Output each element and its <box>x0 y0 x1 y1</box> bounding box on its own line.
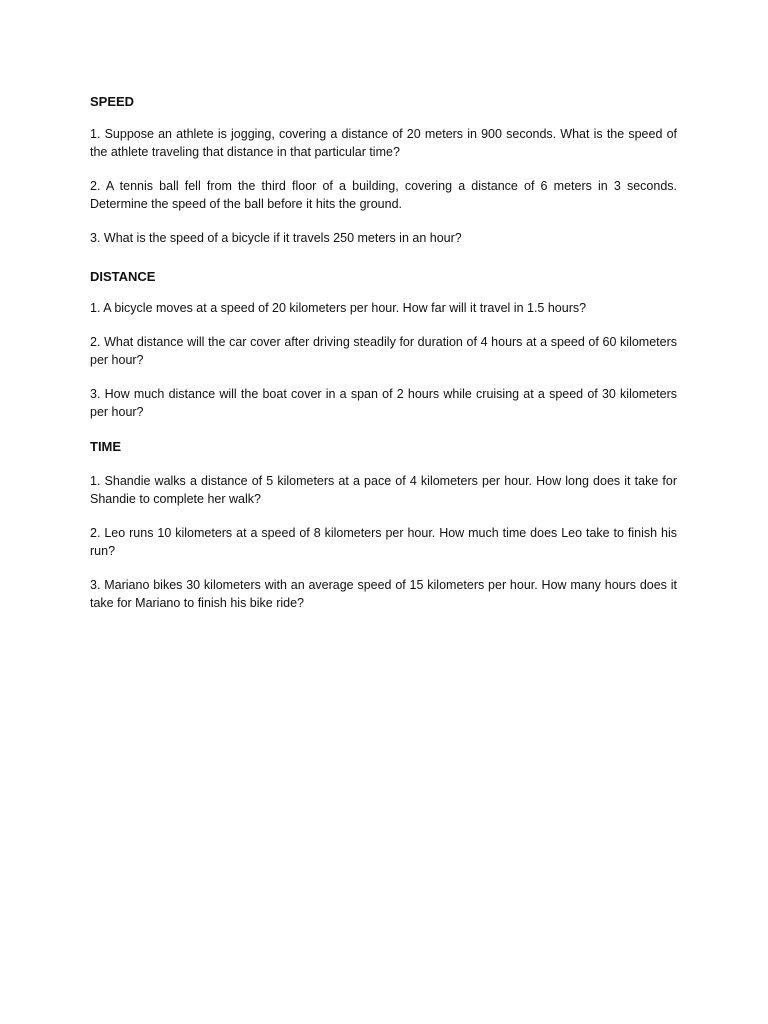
distance-question-1: 1. A bicycle moves at a speed of 20 kilometers per hour. How far will it travel in 1.5 hours? <box>90 300 587 315</box>
distance-question-2: 2. What distance will the car cover after driving steadily for duration of 4 hours at a speed of 60 kilometers per hour? <box>90 335 677 367</box>
speed-question-3: 3. What is the speed of a bicycle if it travels 250 meters in an hour? <box>90 231 462 245</box>
time-question-3: 3. Mariano bikes 30 kilometers with an average speed of 15 kilometers per hour. How many hours does it take for Mariano to finish his bike ride? <box>90 578 677 610</box>
section-heading-distance: DISTANCE <box>90 268 156 284</box>
worksheet-content <box>90 93 677 612</box>
time-question-2: 2. Leo runs 10 kilometers at a speed of 8 kilometers per hour. How much time does Leo take to finish his run? <box>90 526 677 558</box>
time-question-1: 1. Shandie walks a distance of 5 kilometers at a pace of 4 kilometers per hour. How long does it take for Shandie to complete her walk? <box>90 474 677 506</box>
section-heading-speed: SPEED <box>90 94 135 109</box>
speed-question-2: 2. A tennis ball fell from the third floor of a building, covering a distance of 6 meters in 3 seconds. Determine the speed of the ball before it hits the ground. <box>90 179 677 211</box>
section-heading-time: TIME <box>90 439 122 454</box>
speed-question-1: 1. Suppose an athlete is jogging, covering a distance of 20 meters in 900 seconds. What is the speed of the athlete traveling that distance in that particular time? <box>90 127 677 159</box>
distance-question-3: 3. How much distance will the boat cover in a span of 2 hours while cruising at a speed of 30 kilometers per hour? <box>90 387 677 419</box>
